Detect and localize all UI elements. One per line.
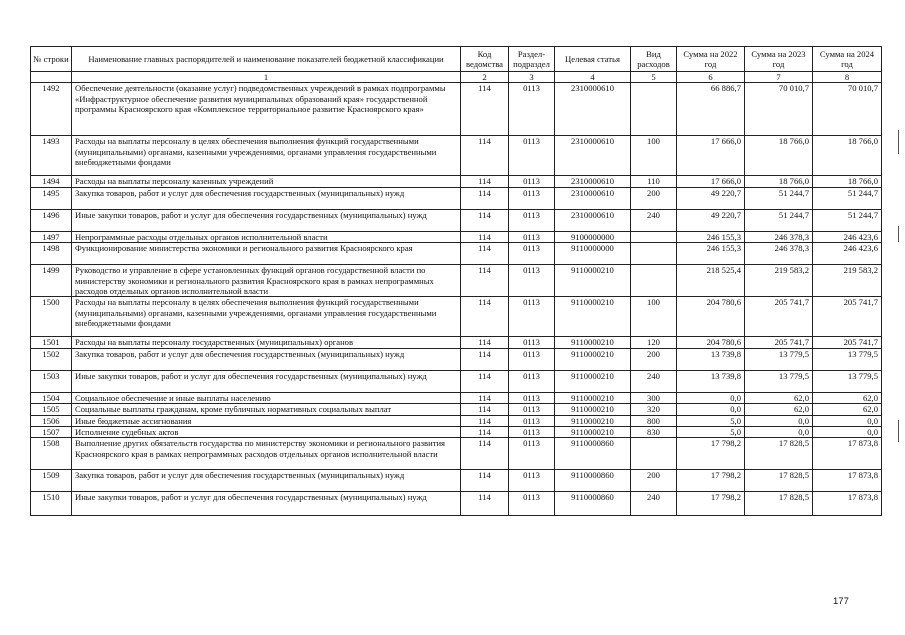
table-body: [31, 83, 882, 516]
row-sum-2023: 62,0: [745, 404, 813, 415]
row-sum-2024: 246 423,6: [813, 231, 882, 242]
row-section-code: 0113: [509, 427, 555, 438]
row-sum-2022: 0,0: [677, 404, 745, 415]
row-name: Иные закупки товаров, работ и услуг для обеспечения государственных (муниципальных) нужд: [72, 370, 461, 392]
column-number: 6: [677, 72, 745, 83]
row-section-code: 0113: [509, 348, 555, 370]
row-name: Расходы на выплаты персоналу казенных учреждений: [72, 176, 461, 187]
row-name: Функционирование министерства экономики и регионального развития Красноярского края: [72, 243, 461, 265]
budget-table: [30, 46, 882, 516]
row-dept-code: 114: [461, 492, 509, 516]
column-number: 1: [72, 72, 461, 83]
row-sum-2023: 246 378,3: [745, 231, 813, 242]
row-sum-2022: 5,0: [677, 415, 745, 426]
row-section-code: 0113: [509, 176, 555, 187]
row-sum-2023: 18 766,0: [745, 136, 813, 176]
row-sum-2022: 5,0: [677, 427, 745, 438]
row-sum-2023: 18 766,0: [745, 176, 813, 187]
row-sum-2024: 70 010,7: [813, 83, 882, 136]
row-target-code: 9110000210: [555, 392, 631, 403]
row-name: Расходы на выплаты персоналу в целях обеспечения выполнения функций государственными (муниципальными) органами, казенными учреждениями, органами управления государственными внебюджетными фондами: [72, 136, 461, 176]
row-section-code: 0113: [509, 337, 555, 348]
column-number: [31, 72, 72, 83]
header-type: Вид расходов: [631, 47, 677, 72]
row-name: Закупка товаров, работ и услуг для обеспечения государственных (муниципальных) нужд: [72, 187, 461, 209]
row-expense-type: 120: [631, 337, 677, 348]
row-name: Закупка товаров, работ и услуг для обеспечения государственных (муниципальных) нужд: [72, 348, 461, 370]
row-name: Иные бюджетные ассигнования: [72, 415, 461, 426]
scan-margin-mark: [898, 420, 899, 442]
row-dept-code: 114: [461, 231, 509, 242]
row-name: Выполнение других обязательств государства по министерству экономики и регионального развития Красноярского края в рамках непрограммных расходов отдельных органов исполнительной власти: [72, 438, 461, 470]
row-expense-type: 300: [631, 392, 677, 403]
table-row: [31, 337, 882, 348]
row-target-code: 2310000610: [555, 209, 631, 231]
row-dept-code: 114: [461, 438, 509, 470]
row-sum-2023: 17 828,5: [745, 438, 813, 470]
row-sum-2022: 246 155,3: [677, 243, 745, 265]
row-number: 1493: [31, 136, 72, 176]
table-row: [31, 176, 882, 187]
row-sum-2024: 51 244,7: [813, 187, 882, 209]
row-section-code: 0113: [509, 370, 555, 392]
row-sum-2022: 17 798,2: [677, 470, 745, 492]
row-name: Иные закупки товаров, работ и услуг для обеспечения государственных (муниципальных) нужд: [72, 492, 461, 516]
row-number: 1507: [31, 427, 72, 438]
row-section-code: 0113: [509, 492, 555, 516]
row-number: 1497: [31, 231, 72, 242]
row-expense-type: 800: [631, 415, 677, 426]
table-row: [31, 427, 882, 438]
table-row: [31, 231, 882, 242]
row-sum-2024: 18 766,0: [813, 176, 882, 187]
row-section-code: 0113: [509, 265, 555, 297]
row-sum-2023: 70 010,7: [745, 83, 813, 136]
row-number: 1505: [31, 404, 72, 415]
row-number: 1503: [31, 370, 72, 392]
row-dept-code: 114: [461, 83, 509, 136]
row-target-code: 9110000210: [555, 337, 631, 348]
header-target: Целевая статья: [555, 47, 631, 72]
row-expense-type: 200: [631, 470, 677, 492]
column-number: 3: [509, 72, 555, 83]
row-dept-code: 114: [461, 370, 509, 392]
row-expense-type: 320: [631, 404, 677, 415]
row-sum-2024: 17 873,8: [813, 470, 882, 492]
row-expense-type: 100: [631, 136, 677, 176]
row-target-code: 9110000210: [555, 297, 631, 337]
row-expense-type: 830: [631, 427, 677, 438]
page-number: 177: [833, 596, 849, 607]
row-target-code: 9110000210: [555, 370, 631, 392]
row-dept-code: 114: [461, 427, 509, 438]
row-expense-type: 100: [631, 297, 677, 337]
header-sum-2024: Сумма на 2024 год: [813, 47, 882, 72]
table-header-row: [31, 47, 882, 72]
row-dept-code: 114: [461, 297, 509, 337]
row-section-code: 0113: [509, 297, 555, 337]
table-row: [31, 83, 882, 136]
row-sum-2023: 62,0: [745, 392, 813, 403]
row-number: 1492: [31, 83, 72, 136]
row-dept-code: 114: [461, 187, 509, 209]
row-dept-code: 114: [461, 136, 509, 176]
row-dept-code: 114: [461, 404, 509, 415]
row-sum-2023: 246 378,3: [745, 243, 813, 265]
row-sum-2022: 0,0: [677, 392, 745, 403]
row-sum-2022: 49 220,7: [677, 209, 745, 231]
row-number: 1500: [31, 297, 72, 337]
row-section-code: 0113: [509, 136, 555, 176]
row-sum-2024: 62,0: [813, 404, 882, 415]
column-number: 8: [813, 72, 882, 83]
row-name: Расходы на выплаты персоналу в целях обеспечения выполнения функций государственными (муниципальными) органами, казенными учреждениями, органами управления государственными внебюджетными фондами: [72, 297, 461, 337]
row-number: 1501: [31, 337, 72, 348]
row-sum-2023: 17 828,5: [745, 492, 813, 516]
row-target-code: 9110000210: [555, 427, 631, 438]
table-row: [31, 404, 882, 415]
table-row: [31, 370, 882, 392]
row-sum-2024: 18 766,0: [813, 136, 882, 176]
row-dept-code: 114: [461, 176, 509, 187]
row-name: Руководство и управление в сфере установленных функций органов государственной власти по министерству экономики и регионального развития Красноярского края в рамках непрограммных расходов отдельных органов исполнительной власти: [72, 265, 461, 297]
row-sum-2023: 51 244,7: [745, 187, 813, 209]
row-sum-2022: 246 155,3: [677, 231, 745, 242]
table-row: [31, 492, 882, 516]
row-target-code: 2310000610: [555, 176, 631, 187]
row-number: 1509: [31, 470, 72, 492]
row-expense-type: [631, 83, 677, 136]
row-name: Обеспечение деятельности (оказание услуг) подведомственных учреждений в рамках подпрограммы «Инфраструктурное обеспечение развития муниципальных образований края» государственной программы Красноярского края «Комплексное территориальное развитие Красноярского края»: [72, 83, 461, 136]
row-expense-type: [631, 231, 677, 242]
header-sum-2023: Сумма на 2023 год: [745, 47, 813, 72]
row-sum-2023: 219 583,2: [745, 265, 813, 297]
row-sum-2022: 204 780,6: [677, 337, 745, 348]
row-sum-2024: 17 873,8: [813, 492, 882, 516]
row-sum-2024: 0,0: [813, 427, 882, 438]
scan-margin-mark: [898, 130, 899, 154]
column-number: 7: [745, 72, 813, 83]
row-section-code: 0113: [509, 243, 555, 265]
row-sum-2023: 17 828,5: [745, 470, 813, 492]
row-sum-2022: 49 220,7: [677, 187, 745, 209]
row-section-code: 0113: [509, 392, 555, 403]
row-sum-2022: 17 798,2: [677, 492, 745, 516]
row-name: Закупка товаров, работ и услуг для обеспечения государственных (муниципальных) нужд: [72, 470, 461, 492]
table-row: [31, 187, 882, 209]
row-sum-2023: 0,0: [745, 415, 813, 426]
row-sum-2024: 246 423,6: [813, 243, 882, 265]
row-sum-2022: 204 780,6: [677, 297, 745, 337]
row-dept-code: 114: [461, 337, 509, 348]
row-dept-code: 114: [461, 392, 509, 403]
row-number: 1498: [31, 243, 72, 265]
row-sum-2023: 13 779,5: [745, 370, 813, 392]
row-section-code: 0113: [509, 438, 555, 470]
row-sum-2022: 17 666,0: [677, 136, 745, 176]
row-number: 1495: [31, 187, 72, 209]
row-sum-2023: 0,0: [745, 427, 813, 438]
row-target-code: 9110000210: [555, 348, 631, 370]
row-sum-2022: 66 886,7: [677, 83, 745, 136]
row-dept-code: 114: [461, 243, 509, 265]
row-expense-type: 110: [631, 176, 677, 187]
row-target-code: 9110000000: [555, 243, 631, 265]
row-sum-2024: 13 779,5: [813, 348, 882, 370]
row-number: 1504: [31, 392, 72, 403]
row-section-code: 0113: [509, 404, 555, 415]
row-target-code: 2310000610: [555, 136, 631, 176]
header-section: Раздел-подраздел: [509, 47, 555, 72]
column-number: 4: [555, 72, 631, 83]
row-dept-code: 114: [461, 470, 509, 492]
row-number: 1494: [31, 176, 72, 187]
row-sum-2022: 13 739,8: [677, 370, 745, 392]
row-number: 1506: [31, 415, 72, 426]
row-name: Социальные выплаты гражданам, кроме публичных нормативных социальных выплат: [72, 404, 461, 415]
row-sum-2022: 17 666,0: [677, 176, 745, 187]
row-target-code: 9110000210: [555, 404, 631, 415]
row-target-code: 9110000210: [555, 265, 631, 297]
row-section-code: 0113: [509, 470, 555, 492]
row-sum-2023: 205 741,7: [745, 297, 813, 337]
row-target-code: 2310000610: [555, 83, 631, 136]
header-name: Наименование главных распорядителей и наименование показателей бюджетной классификации: [72, 47, 461, 72]
row-sum-2022: 218 525,4: [677, 265, 745, 297]
table-row: [31, 265, 882, 297]
row-expense-type: 240: [631, 370, 677, 392]
table-row: [31, 438, 882, 470]
row-sum-2023: 205 741,7: [745, 337, 813, 348]
row-target-code: 9110000210: [555, 415, 631, 426]
row-target-code: 9110000860: [555, 438, 631, 470]
header-sum-2022: Сумма на 2022 год: [677, 47, 745, 72]
row-dept-code: 114: [461, 209, 509, 231]
row-expense-type: [631, 265, 677, 297]
row-sum-2024: 219 583,2: [813, 265, 882, 297]
row-number: 1499: [31, 265, 72, 297]
row-sum-2022: 17 798,2: [677, 438, 745, 470]
row-expense-type: 240: [631, 209, 677, 231]
table-row: [31, 243, 882, 265]
row-section-code: 0113: [509, 415, 555, 426]
column-number: 5: [631, 72, 677, 83]
table-row: [31, 470, 882, 492]
column-number-row: [31, 72, 882, 83]
row-sum-2024: 205 741,7: [813, 297, 882, 337]
table-row: [31, 415, 882, 426]
row-expense-type: 200: [631, 187, 677, 209]
row-number: 1510: [31, 492, 72, 516]
row-expense-type: [631, 243, 677, 265]
table-row: [31, 297, 882, 337]
row-name: Расходы на выплаты персоналу государственных (муниципальных) органов: [72, 337, 461, 348]
row-target-code: 9110000860: [555, 470, 631, 492]
row-name: Иные закупки товаров, работ и услуг для обеспечения государственных (муниципальных) нужд: [72, 209, 461, 231]
row-number: 1496: [31, 209, 72, 231]
row-sum-2022: 13 739,8: [677, 348, 745, 370]
row-section-code: 0113: [509, 209, 555, 231]
header-row-no: № строки: [31, 47, 72, 72]
row-sum-2024: 51 244,7: [813, 209, 882, 231]
row-section-code: 0113: [509, 83, 555, 136]
row-dept-code: 114: [461, 415, 509, 426]
scan-margin-mark: [898, 226, 899, 242]
row-target-code: 9100000000: [555, 231, 631, 242]
row-target-code: 9110000860: [555, 492, 631, 516]
row-sum-2024: 13 779,5: [813, 370, 882, 392]
column-number: 2: [461, 72, 509, 83]
row-name: Социальное обеспечение и иные выплаты населению: [72, 392, 461, 403]
row-name: Исполнение судебных актов: [72, 427, 461, 438]
row-expense-type: 200: [631, 348, 677, 370]
row-expense-type: [631, 438, 677, 470]
row-section-code: 0113: [509, 187, 555, 209]
row-target-code: 2310000610: [555, 187, 631, 209]
row-dept-code: 114: [461, 265, 509, 297]
row-number: 1502: [31, 348, 72, 370]
table-row: [31, 136, 882, 176]
row-sum-2024: 0,0: [813, 415, 882, 426]
row-expense-type: 240: [631, 492, 677, 516]
row-sum-2023: 13 779,5: [745, 348, 813, 370]
table-row: [31, 348, 882, 370]
row-sum-2023: 51 244,7: [745, 209, 813, 231]
table-row: [31, 209, 882, 231]
row-dept-code: 114: [461, 348, 509, 370]
row-number: 1508: [31, 438, 72, 470]
table-row: [31, 392, 882, 403]
header-dept: Код ведомства: [461, 47, 509, 72]
row-name: Непрограммные расходы отдельных органов исполнительной власти: [72, 231, 461, 242]
row-sum-2024: 62,0: [813, 392, 882, 403]
row-sum-2024: 205 741,7: [813, 337, 882, 348]
row-section-code: 0113: [509, 231, 555, 242]
row-sum-2024: 17 873,8: [813, 438, 882, 470]
